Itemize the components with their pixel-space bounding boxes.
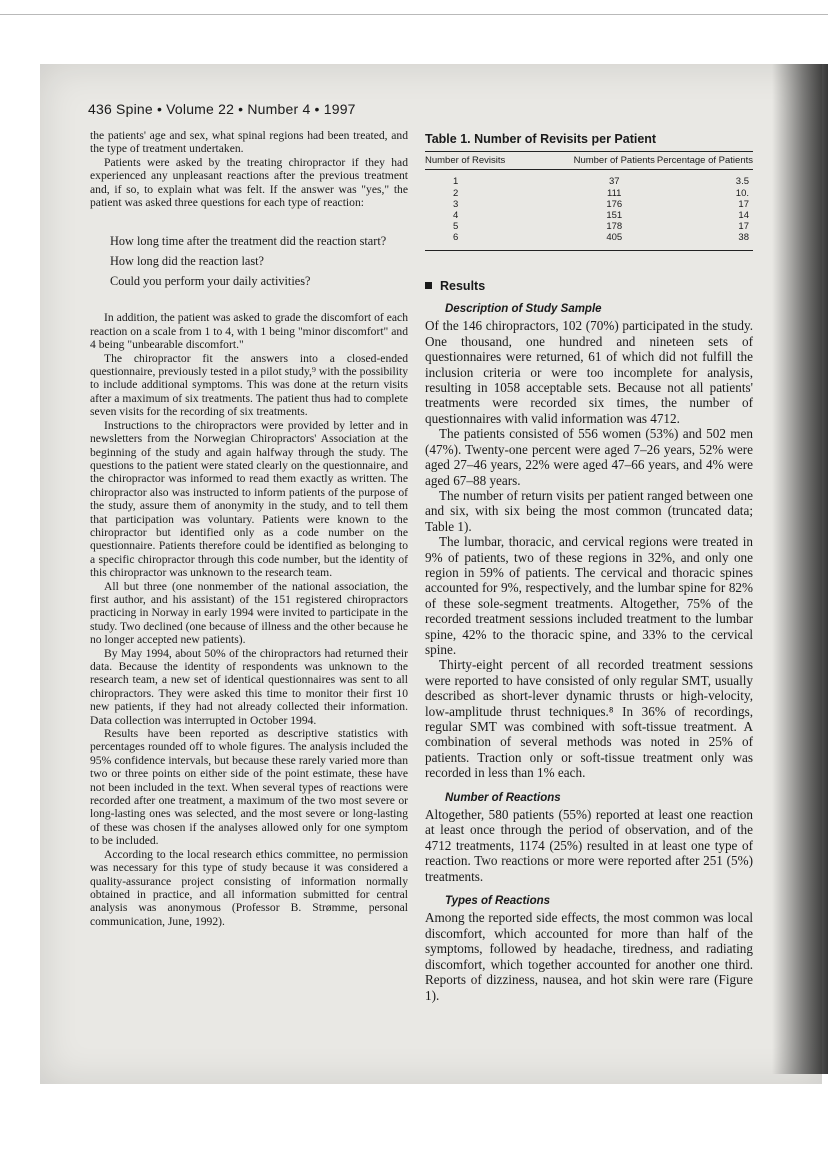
paragraph-fit: The chiropractor fit the answers into a closed-ended questionnaire, previously tested in a pilot study,⁹ with the possibility to include additional symptoms. This was done at the return visits after a maximum of six treatments. The patient thus had to complete seven visits for the recording of six treatments. <box>90 351 408 419</box>
right-column <box>425 132 753 1003</box>
table-row <box>425 232 753 250</box>
table-cell: 5 <box>453 221 459 233</box>
table-row <box>425 170 753 188</box>
revisits-table <box>425 152 753 250</box>
paragraph-return-visits: The number of return visits per patient ranged between one and six, with six being the most common (truncated data; Table 1). <box>425 487 753 534</box>
table-row <box>425 199 753 210</box>
table-cell: 111 <box>607 187 622 199</box>
paragraph-reactions: Altogether, 580 patients (55%) reported at least one reaction at least once through the period of observation, and of the 4712 treatments, 1174 (25%) resulted in at least one type of reaction. Two reactions or more were reported after 251 (5%) treatments. <box>425 807 753 884</box>
table-cell: 405 <box>573 232 655 250</box>
table-row <box>425 188 753 199</box>
results-heading-label: Results <box>440 278 486 293</box>
page-edge-shadow <box>772 64 828 1074</box>
paragraph-sample: Of the 146 chiropractors, 102 (70%) participated in the study. One thousand, one hundred and nineteen sets of questionnaires were returned, 61 of which did not fulfill the inclusion criteria or were too incomplete for analysis, resulting in 1058 acceptable sets. Because not all patients' treatments were recorded six times, the number of questionnaires with valid information was 4712. <box>425 318 753 426</box>
table-cell: 151 <box>606 210 623 222</box>
paragraph-may: By May 1994, about 50% of the chiropractors had returned their data. Because the identity of respondents was unknown to the research team, a new set of identical questionnaires was sent to all chiropractors. They were asked this time to monitor their first 10 new patients, if they had not already collected their information. Data collection was interrupted in October 1994. <box>90 646 408 727</box>
table-cell: 10. <box>735 187 749 199</box>
table-cell: 178 <box>606 221 623 233</box>
table-cell: 6 <box>425 232 573 250</box>
paragraph-grade: In addition, the patient was asked to grade the discomfort of each reaction on a scale from 1 to 4, with 1 being "minor discomfort" and 4 being "unbearable discomfort." <box>90 311 408 352</box>
table-cell: 17 <box>738 198 749 210</box>
table-header-patients: Number of Patients <box>573 152 655 170</box>
subheading-study-sample: Description of Study Sample <box>445 303 602 316</box>
left-column <box>90 129 408 928</box>
table-row <box>425 210 753 221</box>
paragraph-smt: Thirty-eight percent of all recorded treatment sessions were reported to have consisted of only regular SMT, usually described as short-lever dynamic thrusts or high-velocity, low-amplitude thrust techniques.⁸ In 36% of recordings, regular SMT was combined with soft-tissue treatment. A combination of several methods was noted in 25% of patients. Traction only or soft-tissue treatment only was recorded in less than 1% each. <box>425 657 753 781</box>
paragraph-instructions: Instructions to the chiropractors were provided by letter and in newsletters from the Norwegian Chiropractors' Association at the beginning of the study and again halfway through the study. The questions to the patient were stated clearly on the questionnaire, and the chiropractor was informed to read them exactly as written. The chiropractor also was instructed to inform patients of the purpose of the study, assure them of anonymity in the study, and to tell them that participation was voluntary. Patients were known to the chiropractor but identified only as a code number on the questionnaire. Patients therefore could be identified as belonging to a specific chiropractor through this code number, but the identity of this chiropractor was unknown to the research team. <box>90 418 408 580</box>
question-item: How long time after the treatment did the reaction start? <box>110 234 387 249</box>
table-cell: 17 <box>738 221 749 233</box>
question-item: How long did the reaction last? <box>110 254 265 269</box>
table-cell: 3.5 <box>735 176 749 188</box>
subheading-number-of-reactions: Number of Reactions <box>445 791 561 804</box>
paragraph-patients: The patients consisted of 556 women (53%) and 502 men (47%). Twenty-one percent were aged 7–26 years, 52% were aged 27–46 years, 22% were aged 47–66 years, and 4% were aged 67–88 years. <box>425 426 753 488</box>
paragraph-types: Among the reported side effects, the most common was local discomfort, which accounted for more than half of the symptoms, followed by headache, tiredness, and radiating discomfort, which together accounted for another one third. Reports of dizziness, nausea, and hot skin were rare (Figure 1). <box>425 910 753 1003</box>
paragraph-regions: The lumbar, thoracic, and cervical regions were treated in 9% of patients, two of these regions in 32%, and only one region in 59% of patients. The cervical and thoracic spines accounted for 9%, respectively, and the lumbar spine for 82% of these sole-segment treatments. Altogether, 75% of the recorded treatment sessions included treatment to the lumbar spine, 42% to the thoracic spine, and 33% to the cervical spine. <box>425 534 753 657</box>
section-bullet-icon <box>425 282 432 289</box>
table-cell: 38 <box>655 232 753 250</box>
table-cell: 4 <box>453 210 459 222</box>
subheading-types-of-reactions: Types of Reactions <box>445 895 551 908</box>
paragraph-asked: Patients were asked by the treating chiropractor if they had experienced any unpleasant reactions after the previous treatment and, if so, to explain what was felt. If the answer was "yes," the patient was asked three questions for each type of reaction: <box>90 155 408 210</box>
paragraph-intro: the patients' age and sex, what spinal regions had been treated, and the type of treatment undertaken. <box>90 129 408 156</box>
table-cell: 176 <box>606 198 623 210</box>
table-cell: 2 <box>453 187 459 199</box>
table-cell: 37 <box>608 176 620 188</box>
question-list <box>110 231 408 291</box>
table-header-percentage: Percentage of Patients <box>655 152 753 170</box>
table-title: Table 1. Number of Revisits per Patient <box>425 132 753 152</box>
paragraph-ethics: According to the local research ethics committee, no permission was necessary for this type of study because it was considered a quality-assurance project consisting of information normally obtained in practice, and all information submitted for central analysis was anonymous (Professor B. Strømme, personal communication, June, 1992). <box>90 847 408 928</box>
table-cell: 3 <box>453 198 459 210</box>
top-rule <box>0 14 828 15</box>
table-header-revisits: Number of Revisits <box>425 152 573 170</box>
results-heading <box>425 279 753 294</box>
table-cell: 14 <box>738 210 749 222</box>
table-row <box>425 221 753 232</box>
running-head: 436 Spine • Volume 22 • Number 4 • 1997 <box>88 101 356 117</box>
table-cell: 1 <box>453 176 459 188</box>
paragraph-results-method: Results have been reported as descriptive statistics with percentages rounded off to whole figures. The analysis included the 95% confidence intervals, but because these rarely varied more than two or three points on either side of the point estimate, these have not been included in the text. When several types of reactions were recorded after one treatment, a maximum of the two most severe or long-lasting ones was selected, and the most severe or long-lasting of these was chosen if the analyses allowed only for one symptom to be included. <box>90 727 408 848</box>
paragraph-members: All but three (one nonmember of the national association, the first author, and his assistant) of the 151 registered chiropractors practicing in Norway in early 1994 were invited to participate in the study. Two declined (one because of illness and the other because he no longer accepted new patients). <box>90 579 408 647</box>
question-item: Could you perform your daily activities? <box>110 274 311 289</box>
